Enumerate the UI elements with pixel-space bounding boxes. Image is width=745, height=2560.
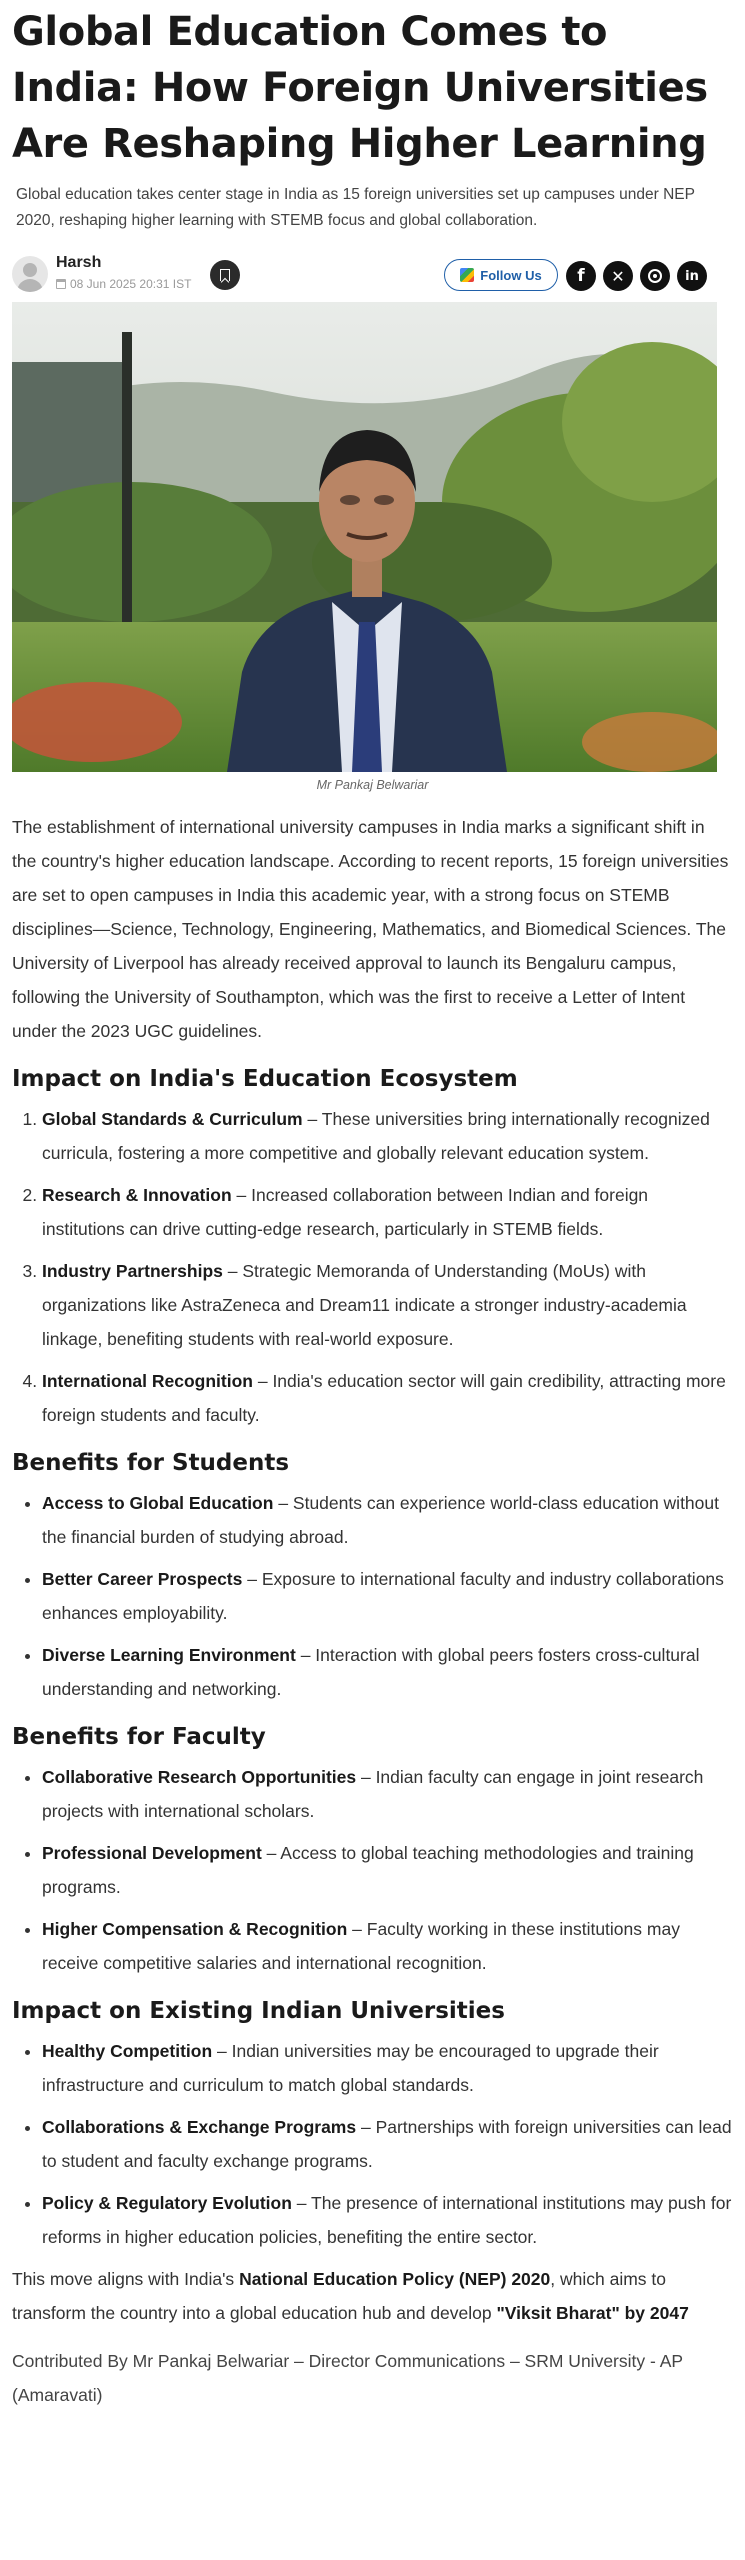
byline-bar bbox=[12, 254, 733, 298]
section-heading: Benefits for Faculty bbox=[12, 1724, 266, 1750]
closing-bold-1: National Education Policy (NEP) 2020 bbox=[239, 2269, 551, 2289]
bookmark-icon bbox=[220, 269, 230, 281]
contributor-line: Contributed By Mr Pankaj Belwariar – Director Communications – SRM University - AP (Amaravati) bbox=[12, 2351, 683, 2405]
portrait-photo bbox=[12, 302, 717, 772]
list-item-title: Higher Compensation & Recognition bbox=[42, 1919, 348, 1939]
list-item-text: – Indian universities may be encouraged to upgrade their infrastructure and curriculum to match global standards. bbox=[42, 2041, 659, 2095]
list-item-title: Collaborations & Exchange Programs bbox=[42, 2117, 357, 2137]
list-item-title: Healthy Competition bbox=[42, 2041, 213, 2061]
list-item-title: Professional Development bbox=[42, 1843, 262, 1863]
list-item-text: – Interaction with global peers fosters cross-cultural understanding and networking. bbox=[42, 1645, 700, 1699]
faculty-list bbox=[12, 1760, 733, 1980]
section-heading: Impact on Existing Indian Universities bbox=[12, 1998, 505, 2024]
list-item-text: – The presence of international institutions may push for reforms in higher education policies, benefiting the entire sector. bbox=[42, 2193, 732, 2247]
bookmark-button[interactable] bbox=[210, 260, 240, 290]
list-item bbox=[42, 1178, 733, 1246]
section-indian-universities bbox=[12, 1998, 733, 2254]
list-item bbox=[42, 1760, 733, 1828]
list-item-text: – Partnerships with foreign universities can lead to student and faculty exchange programs. bbox=[42, 2117, 732, 2171]
list-item bbox=[42, 1562, 733, 1630]
list-item-title: Collaborative Research Opportunities bbox=[42, 1767, 357, 1787]
list-item bbox=[42, 1836, 733, 1904]
list-item bbox=[42, 1254, 733, 1356]
list-item bbox=[42, 1638, 733, 1706]
author-avatar-icon bbox=[12, 256, 48, 292]
list-item-text: – Faculty working in these institutions may receive competitive salaries and international recognition. bbox=[42, 1919, 680, 1973]
google-news-icon bbox=[460, 268, 474, 282]
section-faculty bbox=[12, 1724, 733, 1980]
students-list bbox=[12, 1486, 733, 1706]
x-icon: ✕ bbox=[611, 266, 625, 286]
list-item bbox=[42, 2186, 733, 2254]
ecosystem-list bbox=[12, 1102, 733, 1432]
list-item bbox=[42, 1486, 733, 1554]
list-item-text: – Increased collaboration between Indian and foreign institutions can drive cutting-edge research, particularly in STEMB fields. bbox=[42, 1185, 649, 1239]
list-item bbox=[42, 2034, 733, 2102]
whatsapp-share-button[interactable] bbox=[640, 261, 670, 291]
facebook-share-button[interactable] bbox=[566, 261, 596, 291]
hero-image bbox=[12, 302, 717, 772]
image-caption: Mr Pankaj Belwariar bbox=[316, 778, 429, 792]
list-item bbox=[42, 2110, 733, 2178]
list-item-text: – Students can experience world-class education without the financial burden of studying abroad. bbox=[42, 1493, 719, 1547]
section-heading: Benefits for Students bbox=[12, 1450, 290, 1476]
list-item-text: – Indian faculty can engage in joint research projects with international scholars. bbox=[42, 1767, 704, 1821]
section-heading: Impact on India's Education Ecosystem bbox=[12, 1066, 518, 1092]
list-item-title: Diverse Learning Environment bbox=[42, 1645, 296, 1665]
list-item-text: – India's education sector will gain credibility, attracting more foreign students and faculty. bbox=[42, 1371, 726, 1425]
list-item-title: International Recognition bbox=[42, 1371, 253, 1391]
list-item-text: – These universities bring internationally recognized curricula, fostering a more competitive and globally relevant education system. bbox=[42, 1109, 710, 1163]
list-item-text: – Strategic Memoranda of Understanding (MoUs) with organizations like AstraZeneca and Dream11 indicate a stronger industry-academia linkage, benefiting students with real-world exposure. bbox=[42, 1261, 687, 1349]
list-item-text: – Access to global teaching methodologies and training programs. bbox=[42, 1843, 694, 1897]
list-item-title: Research & Innovation bbox=[42, 1185, 232, 1205]
list-item-text: – Exposure to international faculty and industry collaborations enhances employability. bbox=[42, 1569, 724, 1623]
whatsapp-icon bbox=[648, 269, 662, 283]
article-dek: Global education takes center stage in India as 15 foreign universities set up campuses under NEP 2020, reshaping higher learning with STEMB focus and global collaboration. bbox=[16, 186, 695, 229]
list-item bbox=[42, 1912, 733, 1980]
list-item bbox=[42, 1102, 733, 1170]
list-item-title: Better Career Prospects bbox=[42, 1569, 243, 1589]
closing-paragraph bbox=[12, 2262, 733, 2330]
indian-universities-list bbox=[12, 2034, 733, 2254]
publish-date bbox=[56, 277, 191, 291]
article-headline: Global Education Comes to India: How Foreign Universities Are Reshaping Higher Learning bbox=[12, 9, 708, 167]
facebook-icon: f bbox=[577, 266, 585, 286]
follow-us-label: Follow Us bbox=[480, 267, 542, 283]
list-item-title: Industry Partnerships bbox=[42, 1261, 223, 1281]
author-name[interactable]: Harsh bbox=[56, 254, 102, 271]
x-share-button[interactable] bbox=[603, 261, 633, 291]
list-item-title: Global Standards & Curriculum bbox=[42, 1109, 303, 1129]
closing-text-1: This move aligns with India's bbox=[12, 2269, 240, 2289]
linkedin-share-button[interactable] bbox=[677, 261, 707, 291]
list-item bbox=[42, 1364, 733, 1432]
list-item-title: Policy & Regulatory Evolution bbox=[42, 2193, 292, 2213]
linkedin-icon: in bbox=[685, 268, 699, 284]
follow-us-button[interactable] bbox=[444, 259, 558, 291]
list-item-title: Access to Global Education bbox=[42, 1493, 274, 1513]
intro-paragraph: The establishment of international university campuses in India marks a significant shift in the country's higher education landscape. According to recent reports, 15 foreign universities are set to open campuses in India this academic year, with a strong focus on STEMB disciplines—Science, Technology, Engineering, Mathematics, and Biomedical Sciences. The University of Liverpool has already received approval to launch its Bengaluru campus, following the University of Southampton, which was the first to receive a Letter of Intent under the 2023 UGC guidelines. bbox=[12, 817, 729, 1041]
section-students bbox=[12, 1450, 733, 1706]
section-ecosystem bbox=[12, 1066, 733, 1432]
publish-date-text: 08 Jun 2025 20:31 IST bbox=[70, 277, 192, 291]
calendar-icon bbox=[56, 279, 66, 289]
closing-bold-2: "Viksit Bharat" by 2047 bbox=[496, 2303, 689, 2323]
closing-text-2: , which aims to transform the country into a global education hub and develop bbox=[12, 2269, 666, 2323]
